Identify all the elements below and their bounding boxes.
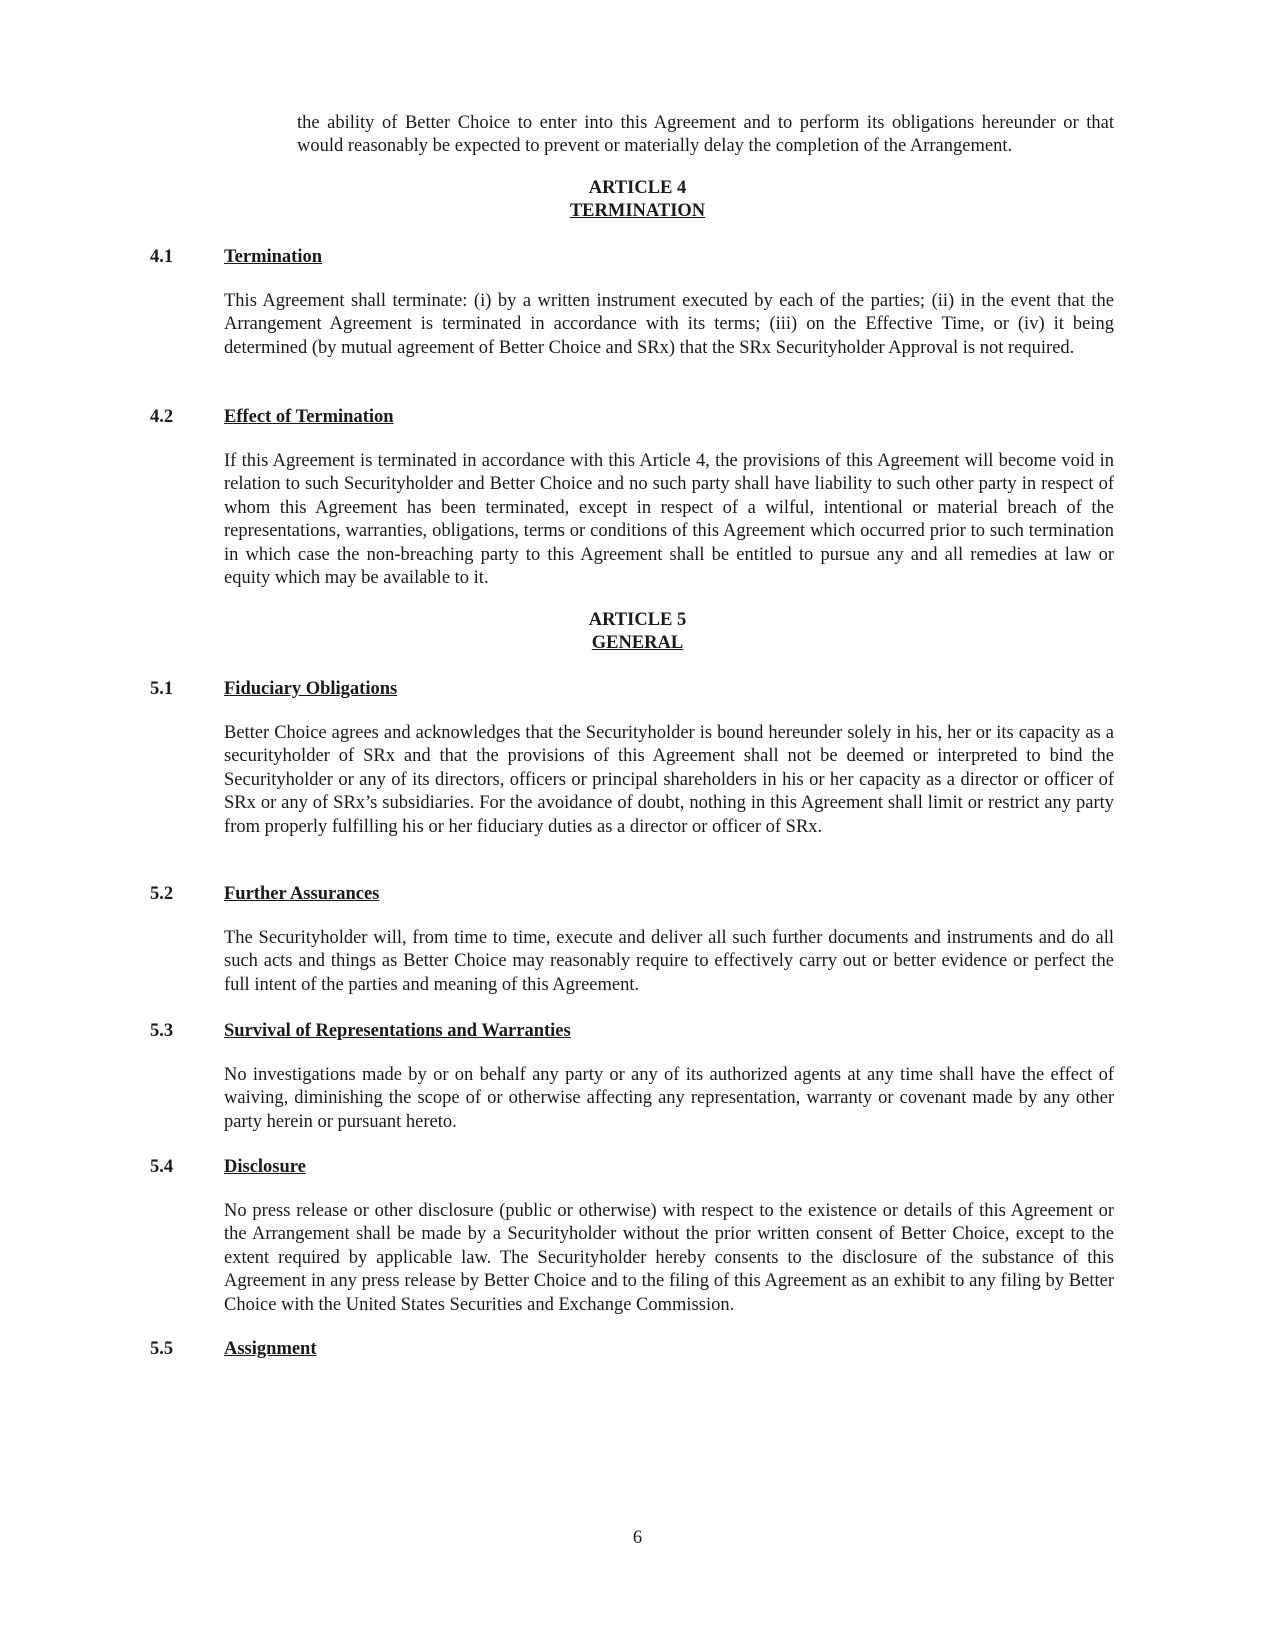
article-5-number: ARTICLE 5 [588,610,687,630]
continuation-paragraph: the ability of Better Choice to enter into this Agreement and to perform its obligations hereunder or that would reasonably be expected to prevent or materially delay the completion of the Arrangement. [297,113,1114,157]
section-5-2-number: 5.2 [150,884,174,904]
section-4-1-number: 4.1 [150,247,174,267]
section-5-4-title: Disclosure [224,1157,306,1177]
article-4-title: TERMINATION [569,201,706,222]
section-4-2-body: If this Agreement is terminated in accordance with this Article 4, the provisions of this Agreement will become void in relation to such Securityholder and Better Choice and no such party shall have liability to such other party in respect of whom this Agreement has been terminated, except in respect of a wilful, intentional or material breach of the representations, warranties, obligations, terms or conditions of this Agreement which occurred prior to such termination in which case the non-breaching party to this Agreement shall be entitled to pursue any and all remedies at law or equity which may be available to it. [224,451,1114,589]
section-5-5-number: 5.5 [150,1339,174,1359]
section-4-1-body: This Agreement shall terminate: (i) by a written instrument executed by each of the parties; (ii) in the event that the Arrangement Agreement is terminated in accordance with its terms; (iii) on the Effective Time, or (iv) it being determined (by mutual agreement of Better Choice and SRx) that the SRx Securityholder Approval is not required. [224,291,1114,358]
section-4-2-number: 4.2 [150,407,174,427]
section-5-1-number: 5.1 [150,679,174,699]
page-number: 6 [632,1528,643,1548]
article-5-title: GENERAL [591,633,684,654]
section-5-3-number: 5.3 [150,1021,174,1041]
section-5-1-title: Fiduciary Obligations [224,679,398,699]
section-5-2-title: Further Assurances [224,884,380,904]
section-4-1-title: Termination [224,247,322,267]
section-5-4-body: No press release or other disclosure (public or otherwise) with respect to the existence or details of this Agreement or the Arrangement shall be made by a Securityholder without the prior written consent of Better Choice, except to the extent required by applicable law. The Securityholder hereby consents to the disclosure of the substance of this Agreement in any press release by Better Choice and to the filing of this Agreement as an exhibit to any filing by Better Choice with the United States Securities and Exchange Commission. [224,1201,1114,1315]
article-4-number: ARTICLE 4 [588,178,687,198]
section-5-1-body: Better Choice agrees and acknowledges that the Securityholder is bound hereunder solely in his, her or its capacity as a securityholder of SRx and that the provisions of this Agreement shall not be deemed or interpreted to bind the Securityholder or any of its directors, officers or principal shareholders in his or her capacity as a director or officer of SRx or any of SRx’s subsidiaries. For the avoidance of doubt, nothing in this Agreement shall limit or restrict any party from properly fulfilling his or her fiduciary duties as a director or officer of SRx. [224,723,1114,837]
section-5-2-body: The Securityholder will, from time to time, execute and deliver all such further documents and instruments and do all such acts and things as Better Choice may reasonably require to effectively carry out or better evidence or perfect the full intent of the parties and meaning of this Agreement. [224,928,1114,995]
section-4-2-title: Effect of Termination [224,407,394,427]
section-5-5-title: Assignment [224,1339,317,1359]
article-4-heading [0,177,1275,224]
article-5-heading [0,609,1275,656]
section-5-3-body: No investigations made by or on behalf any party or any of its authorized agents at any time shall have the effect of waiving, diminishing the scope of or otherwise affecting any representation, warranty or covenant made by any other party herein or pursuant hereto. [224,1065,1114,1132]
section-5-3-title: Survival of Representations and Warranties [224,1021,571,1041]
section-5-4-number: 5.4 [150,1157,174,1177]
